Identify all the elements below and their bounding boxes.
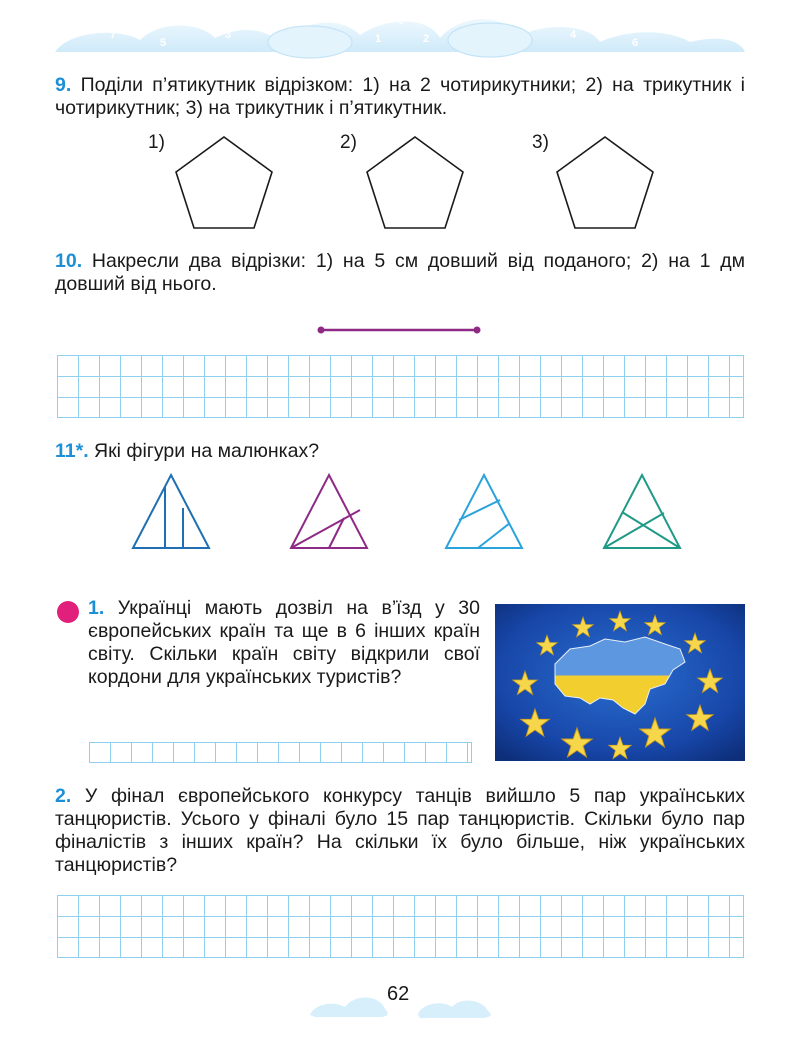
task-text: Накресли два відрізки: 1) на 5 см довший від поданого; 2) на 1 дм довший від нього. <box>55 250 746 295</box>
task-number: 10. <box>55 250 83 272</box>
pentagon-label-3: 3) <box>532 132 549 153</box>
task-9 <box>55 74 745 120</box>
pentagon-label-2: 2) <box>340 132 357 153</box>
pentagon-label-1: 1) <box>148 132 165 153</box>
header-clouds <box>0 0 800 70</box>
problem-1 <box>88 597 480 689</box>
grid-lines <box>89 742 472 763</box>
cloud-digit: 7 <box>110 29 117 41</box>
problem-text: Українці мають дозвіл на в’їзд у 30 європейських країн та ще в 6 інших країн світу. Скільки країн світу відкрили свої кордони для українських туристів? <box>88 597 480 688</box>
pentagon-3[interactable] <box>557 137 653 228</box>
task-number: 9. <box>55 74 72 96</box>
triangle-figure-4 <box>604 475 680 548</box>
cloud-digit: 3 <box>225 29 232 41</box>
cloud-digit: 1 <box>375 33 382 45</box>
cloud-digit: 5 <box>160 37 167 49</box>
page-number: 62 <box>387 983 410 1005</box>
cloud-digit: 6 <box>632 37 639 49</box>
problem-text: У фінал європейського конкурсу танців вийшло 5 пар українських танцюристів. Усього у фіналі було 15 пар танцюристів. Скільки було пар фіналістів з інших країн? На скільки їх було більше, ніж українських танцюристів? <box>55 785 745 876</box>
problem-2 <box>55 785 745 877</box>
grid-lines <box>57 355 744 418</box>
triangles <box>0 470 800 555</box>
task-11 <box>55 440 745 463</box>
grid-lines <box>57 895 744 958</box>
problem-marker <box>57 601 79 623</box>
cloud-digit: 2 <box>423 33 430 45</box>
header-cloud-band <box>0 0 800 70</box>
answer-grid-problem-2[interactable] <box>57 895 744 958</box>
answer-grid-problem-1[interactable] <box>89 742 472 763</box>
pentagon-1[interactable] <box>176 137 272 228</box>
cloud-digit: 4 <box>570 29 577 41</box>
problem-number: 2. <box>55 785 72 807</box>
pentagons <box>0 130 800 235</box>
cloud-digit: 0 <box>398 15 405 27</box>
answer-grid-task-10[interactable] <box>57 355 744 418</box>
cloud-digit: 8 <box>683 29 690 41</box>
problem-number: 1. <box>88 597 105 619</box>
triangle-figure-3 <box>446 475 522 548</box>
task-text: Поділи п’ятикутник відрізком: 1) на 2 чотирикутники; 2) на трикутник і чотирикутник; 3) на трикутник і п’ятикутник. <box>55 74 745 119</box>
task-text: Які фігури на малюнках? <box>94 440 320 462</box>
task-10 <box>55 250 745 296</box>
pentagon-2[interactable] <box>367 137 463 228</box>
task-number: 11*. <box>55 440 89 462</box>
triangle-figure-1 <box>133 475 209 548</box>
given-segment <box>300 320 500 340</box>
eu-flag-ukraine-map-image <box>495 604 745 761</box>
triangle-figure-2 <box>291 475 367 548</box>
